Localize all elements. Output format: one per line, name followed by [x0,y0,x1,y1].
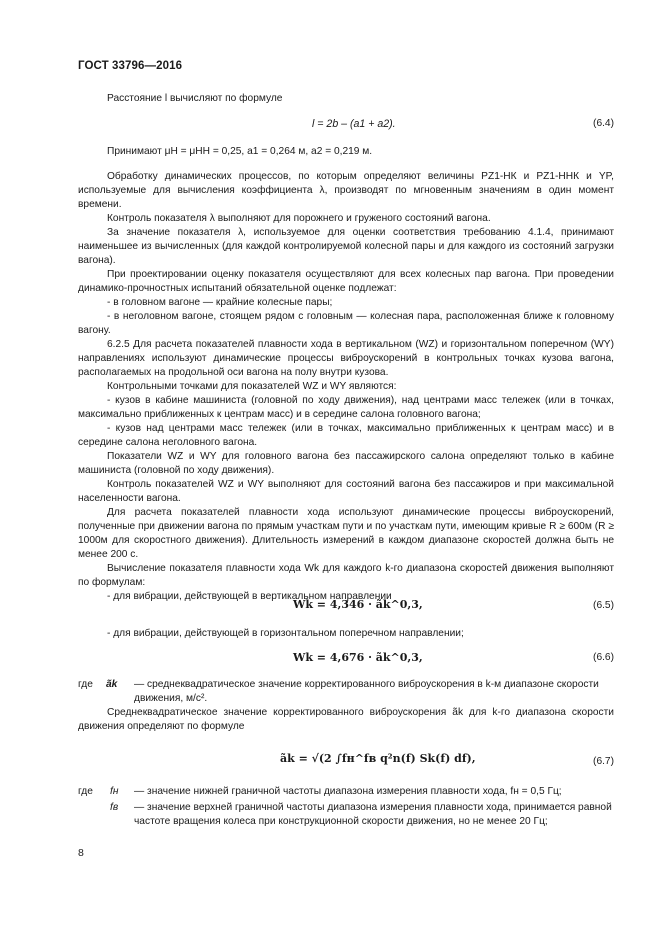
list-item: - для вибрации, действующей в горизонтальном поперечном направлении; [107,628,464,639]
paragraph-distance [78,92,614,106]
main-text-block [78,170,614,604]
paragraph-text: Расстояние l вычисляют по формуле [107,93,283,104]
formula-number: (6.6) [593,652,614,663]
symbol: ãk [106,679,118,690]
list-item: - в неголовном вагоне, стоящем рядом с головным — колесная пара, расположенная ближе к головному вагону. [78,311,614,336]
list-item: - кузов над центрами масс тележек (или в точках, максимально приближенных к центрам масс) и в середине салона неголовного вагона. [78,423,614,448]
definition-text: — значение нижней граничной частоты диапазона измерения плавности хода, fн = 0,5 Гц; [134,786,562,797]
paragraph-text: Контроль показателя λ выполняют для порожнего и груженого состояний вагона. [107,213,491,224]
formula-number: (6.7) [593,756,614,767]
where-block-3 [78,801,614,828]
paragraph-text: За значение показателя λ, используемое для оценки соответствия требованию 4.1.4, принимают наименьшее из вычисленных (для каждой контролируемой колесной пары и для каждого из состояний загрузки вагона). [78,227,614,266]
paragraph-text: Контрольными точками для показателей WZ и WY являются: [107,381,397,392]
document-header: ГОСТ 33796—2016 [78,60,183,72]
formula-number: (6.4) [593,118,614,129]
list-item: - кузов в кабине машиниста (головной по ходу движения), над центрами масс тележек (или в точках, максимально приближенных к центрам масс) и в середине салона головного вагона; [78,395,614,420]
symbol: fв [110,802,119,813]
list-item: - для вибрации, действующей в вертикальном направлении [107,591,392,602]
formula-6-6: Wk = 4,676 · ãk^0,3, [293,651,423,664]
paragraph-text: Среднеквадратическое значение корректированного виброускорения ãk для k-го диапазона скорости движения определяют по формуле [78,707,614,732]
page-number: 8 [78,847,84,859]
where-label: где [78,786,93,797]
paragraph-text: Для расчета показателей плавности хода используют динамические процессы виброускорений, полученные при движении вагона по прямым участкам пути и по участкам пути, имеющим кривые R ≥ 600м (R ≥ 1000м для скоростного движения). Длительность измерений в каждом диапазоне скоростей должна быть не менее 200 с. [78,507,614,560]
where-block-2 [78,785,614,799]
definition-text: — значение верхней граничной частоты диапазона измерения плавности хода, принимается равной частоте вращения колеса при конструкционной скорости движения, но не менее 20 Гц; [134,802,612,827]
paragraph-text: Контроль показателей WZ и WY выполняют для состояний вагона без пассажиров и при максимальной населенности вагона. [78,479,614,504]
paragraph-text: При проектировании оценку показателя осуществляют для всех колесных пар вагона. При проведении динамико-прочностных испытаний обязательной оценке подлежат: [78,269,614,294]
where-label: где [78,679,93,690]
paragraph-text: Вычисление показателя плавности хода Wk для каждого k-го диапазона скоростей движения выполняют по формулам: [78,563,614,588]
symbol: fн [110,786,119,797]
definition-text: — среднеквадратическое значение корректированного виброускорения в k-м диапазоне скорости движения, м/с². [134,679,599,704]
paragraph-rms [78,706,614,734]
list-item: - в головном вагоне — крайние колесные пары; [107,297,333,308]
paragraph-text: 6.2.5 Для расчета показателей плавности хода в вертикальном (WZ) и горизонтальном поперечном (WY) направлениях используют динамические процессы виброускорений в контрольных точках кузова вагона, располагаемых на продольной оси вагона на полу внутри кузова. [78,339,614,378]
formula-6-4: l = 2b – (a1 + a2). [312,118,396,130]
formula-number: (6.5) [593,600,614,611]
paragraph-text: Принимают μН = μНН = 0,25, a1 = 0,264 м, a2 = 0,219 м. [107,146,373,157]
formula-6-7: ãk = √(2 ∫fн^fв q²n(f) Sk(f) df), [280,752,476,765]
paragraph-text: Показатели WZ и WY для головного вагона без пассажирского салона определяют только в кабине машиниста (головной по ходу движения). [78,451,614,476]
formula-6-5: Wk = 4,346 · ãk^0,3, [293,598,423,611]
paragraph-horizontal [78,627,614,641]
where-block-1 [78,678,614,705]
paragraph-text: Обработку динамических процессов, по которым определяют величины PZ1-НК и PZ1-ННК и YP, используемые для вычисления коэффициента λ, производят по мгновенным значениям в один момент времени. [78,171,614,210]
paragraph-accept [78,145,614,159]
